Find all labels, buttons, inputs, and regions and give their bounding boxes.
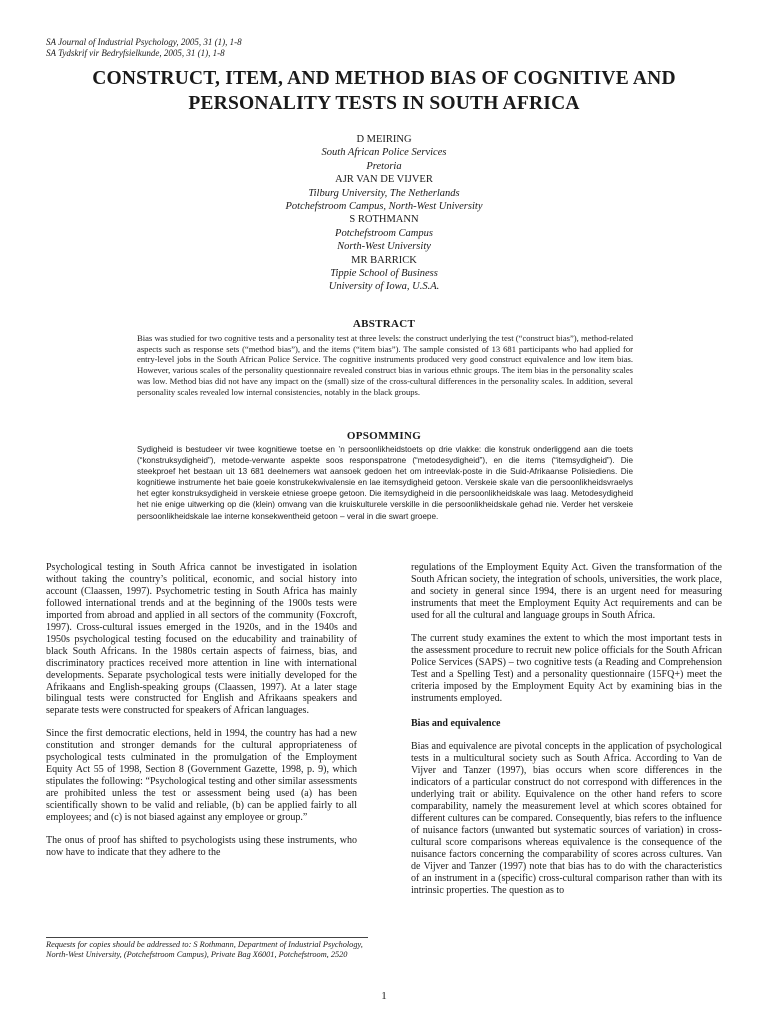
author-affiliation: Tippie School of Business (330, 268, 438, 280)
body-paragraph: Since the first democratic elections, held in 1994, the country has had a new constitution and stronger demands for the cultural appropriateness of psychological tests culminated in the promulgation of the Employment Equity Act 55 of 1998, Section 8 (Government Gazette, 1998, p. 9), which stipulates the following: “Psychological testing and other similar assessments are prohibited unless the test or assessment being used (a) has been scientifically shown to be valid and reliable, (b) can be applied fairly to all employees; and (c) is not biased against any employee or group.” (46, 728, 357, 824)
paper-title-line-2: PERSONALITY TESTS IN SOUTH AFRICA (188, 93, 580, 114)
paper-title-line-1: CONSTRUCT, ITEM, AND METHOD BIAS OF COGNITIVE AND (92, 68, 676, 89)
journal-citation-afrikaans: SA Tydskrif vir Bedryfsielkunde, 2005, 31 (1), 1-8 (46, 48, 225, 58)
body-paragraph: The onus of proof has shifted to psychologists using these instruments, who now have to indicate that they adhere to the (46, 835, 357, 858)
paper-title (40, 66, 728, 116)
author-affiliation: Potchefstroom Campus, North-West University (285, 201, 483, 213)
body-paragraph: Bias and equivalence are pivotal concepts in the application of psychological tests in a multicultural society such as South Africa. According to Van de Vijver and Tanzer (1997), bias occurs when score differences in the indicators of a particular construct do not correspond with differences in the underlying trait or ability. Equivalence on the other hand refers to score comparability, namely the measurement level at which scores obtained for different cultures can be compared. Consequently, bias refers to the influence of nuisance factors (unwanted but systematic sources of variation) in cross-cultural score comparisons whereas equivalence is the consequence of the nuisance factors concerning the comparability of scores across cultures. Van de Vijver and Tanzer (1997) note that bias has to do with the characteristics of an instrument in a (specific) cross-cultural comparison rather than with its intrinsic properties. The question as to (411, 741, 722, 896)
author-affiliation: University of Iowa, U.S.A. (328, 281, 440, 293)
body-column-right (411, 562, 722, 908)
author-name: S ROTHMANN (349, 214, 419, 226)
author-block (0, 133, 768, 294)
journal-citation (46, 37, 242, 59)
footnote-divider (46, 937, 368, 938)
author-affiliation: South African Police Services (321, 147, 447, 159)
body-paragraph: regulations of the Employment Equity Act. Given the transformation of the South African society, the integration of schools, universities, the work place, and society in general since 1994, there is an urgent need for measuring instruments that meet the Employment Equity Act requirements and can be used for all the cultural and language groups in South Africa. (411, 562, 722, 621)
journal-citation-english: SA Journal of Industrial Psychology, 2005, 31 (1), 1-8 (46, 37, 242, 47)
author-name: MR BARRICK (351, 254, 417, 266)
author-name: D MEIRING (356, 134, 412, 145)
opsomming-heading: OPSOMMING (346, 430, 422, 442)
opsomming-text: Sydigheid is bestudeer vir twee kognitiewe toetse en ’n persoonlikheidstoets op drie vlakke: die konstruk onderliggend aan die toets (“konstruksydigheid”), metode-verwante aspekte soos responspatrone (“metodesydigheid”), en die items (“itemsydigheid”). Die steekproef het bestaan uit 13 681 deelnemers wat aansoek gedoen het om intreevlak-poste in die Suid-Afrikaanse Polisiediens. Die kognitiewe instrumente het baie goeie konstrukekwivalensie en lae itemsydigheid getoon. Verskeie skale van die persoonlikheidsvraelys het egter konstruksydigheid in verskeie etniese groepe getoon. Die itemsydigheid in die persoonlikheidskale was laag. Metodesydigheid het nie enige uitwerking op die (klein) omvang van die kruiskulturele verskille in die persoonlikheidskale gehad nie. Verder het verskeie persoonlikheidskale lae interne konsekwentheid getoon – veral in die swart groepe. (137, 445, 633, 521)
page-number: 1 (381, 990, 387, 1002)
author-affiliation: North-West University (337, 241, 431, 253)
abstract-text: Bias was studied for two cognitive tests and a personality test at three levels: the construct underlying the test (“construct bias”), method-related aspects such as response sets (“method bias”), and the items (“item bias”). The sample consisted of 13 681 participants who had applied for entry-level jobs in the South African Police Service. The cognitive instruments produced very good construct equivalence and low item bias. However, various scales of the personality questionnaire revealed construct bias in various ethnic groups. The item bias in the personality scales was low. Method bias did not have any impact on the (small) size of the cross-cultural differences in the personality scales. In addition, several personality scales revealed low internal consistencies, notably in the black groups. (137, 333, 633, 397)
author-affiliation: Tilburg University, The Netherlands (308, 187, 460, 199)
section-subheading: Bias and equivalence (411, 718, 501, 730)
body-paragraph: Psychological testing in South Africa cannot be investigated in isolation without taking the country’s political, economic, and social history into account (Claassen, 1997). Psychometric testing in South Africa has mainly followed international trends and at the beginning of the 1900s tests were imported from abroad and applied in all sectors of the community (Foxcroft, 1997). Cross-cultural issues emerged in the 1920s, and in the 1940s and 1950s psychological testing focused on the educability and trainability of black South Africans. In the 1980s certain aspects of fairness, bias, and discriminatory practices received more attention in line with international developments. Separate psychological tests were initially developed for the Afrikaans and English-speaking groups (Claassen, 1997). At a later stage bilingual tests were constructed for English and Afrikaans speakers and separate tests were constructed for speakers of African languages. (46, 562, 357, 717)
abstract-heading: ABSTRACT (352, 318, 416, 330)
author-affiliation: Pretoria (366, 160, 402, 172)
author-affiliation: Potchefstroom Campus (335, 227, 433, 239)
author-name: AJR VAN DE VIJVER (335, 174, 433, 186)
correspondence-footnote: Requests for copies should be addressed to: S Rothmann, Department of Industrial Psychology, North-West University, (Potchefstroom Campus), Private Bag X6001, Potchefstroom, 2520 (46, 940, 363, 960)
body-paragraph: The current study examines the extent to which the most important tests in the assessment procedure to recruit new police officials for the South African Police Services (SAPS) – two cognitive tests (a Reading and Comprehension Test and a Spelling Test) and a personality questionnaire (15FQ+) meet the criteria imposed by the Employment Equity Act by examining bias in the instruments employed. (411, 632, 722, 704)
body-column-left (46, 562, 357, 870)
